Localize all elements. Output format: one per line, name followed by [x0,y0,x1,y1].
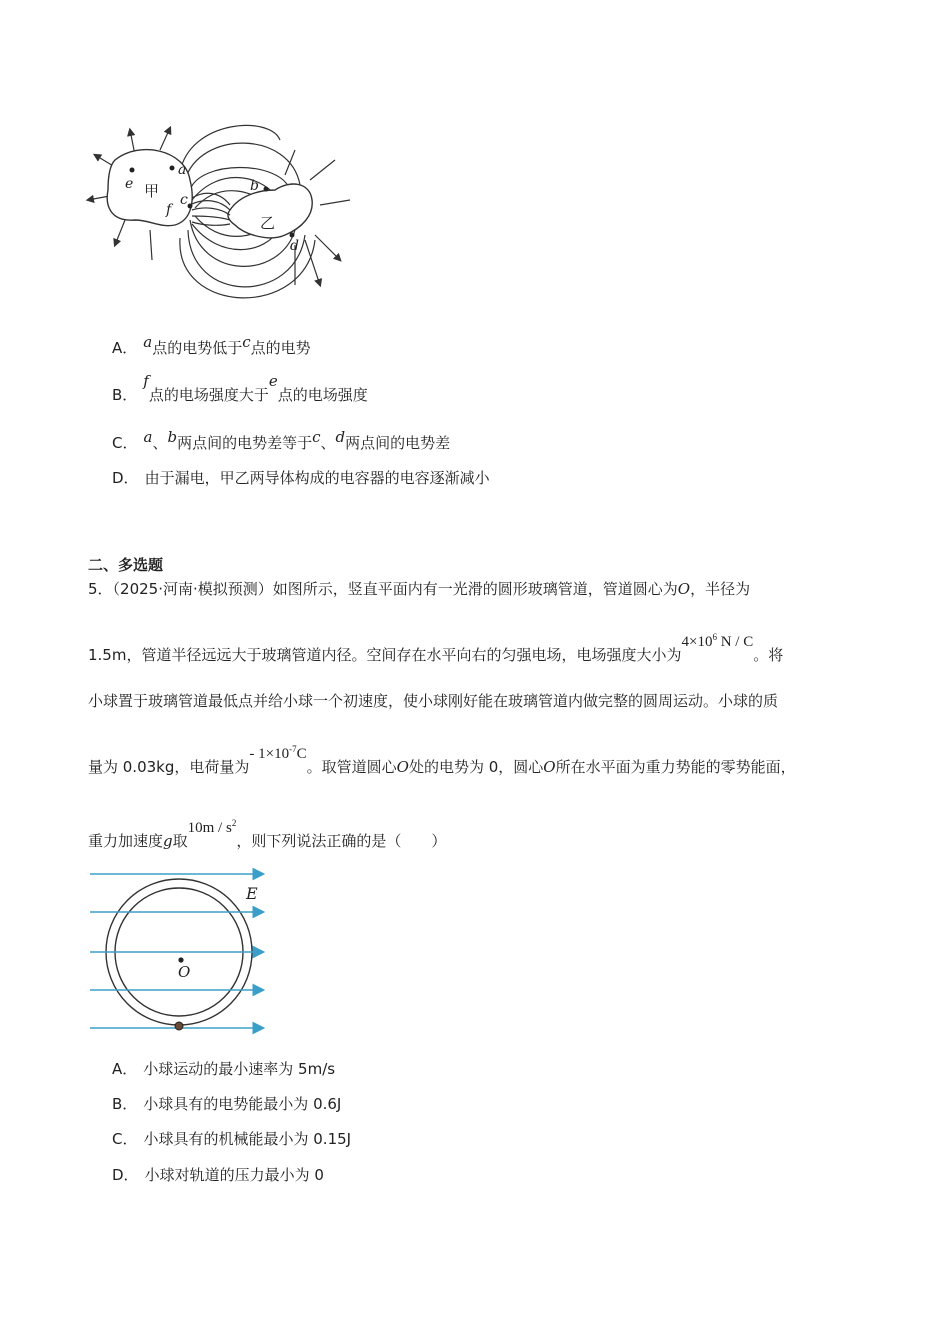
gravity-formula: $10m / s^2$ [187,818,237,836]
label-b: b [250,178,259,194]
label-jia: 甲 [144,182,160,200]
q4-option-c[interactable]: C． a、b两点间的电势差等于c、d两点间的电势差 [112,428,451,452]
q5-option-a[interactable]: A． 小球运动的最小速率为 5m/s [112,1060,336,1078]
charge-formula: - $1\times 10^{-7}C$ [249,744,307,762]
field-strength-formula: $4\times 10^6$ N / C [681,632,754,650]
q4-option-d[interactable]: D． 由于漏电，甲乙两导体构成的电容器的电容逐渐减小 [112,469,490,487]
point-b-dot [264,187,269,192]
ball [175,1022,183,1030]
q5-line-5: 重力加速度g取$10m / s^2$，则下列说法正确的是（ ） [88,818,447,850]
q5-line-3: 小球置于玻璃管道最低点并给小球一个初速度，使小球刚好能在玻璃管道内做完整的圆周运动。小球的质 [88,692,779,710]
q4-option-b[interactable]: B．f点的电场强度大于e点的电场强度 [112,372,368,404]
field-lines-figure [80,120,360,310]
point-c-dot [188,204,193,209]
section-title: 二、多选题 [88,556,164,574]
q5-option-c[interactable]: C． 小球具有的机械能最小为 0.15J [112,1130,352,1148]
circular-tube-figure [86,866,276,1038]
q4-option-a[interactable]: A． a点的电势低于c点的电势 [112,333,311,357]
point-d-dot [290,233,295,238]
label-d: d [290,238,299,254]
point-a-dot [170,166,175,171]
label-O: O [178,963,191,981]
q5-option-b[interactable]: B． 小球具有的电势能最小为 0.6J [112,1095,342,1113]
point-e-dot [130,168,135,173]
q5-line-4: 量为 0.03kg，电荷量为- $1\times 10^{-7}C$。取管道圆心O处的电势为 0，圆心O所在水平面为重力势能的零势能面， [88,744,796,776]
label-e: e [125,176,134,192]
label-E: E [246,884,258,903]
label-a: a [178,162,187,178]
q5-option-d[interactable]: D． 小球对轨道的压力最小为 0 [112,1166,324,1184]
q5-line-2: 1.5m，管道半径远远大于玻璃管道内径。空间存在水平向右的匀强电场，电场强度大小为$4\times 10^6$ N / C。将 [88,632,784,664]
label-f: f [166,202,172,218]
center-o-dot [178,957,183,962]
q5-line-1: 5．（2025·河南·模拟预测）如图所示，竖直平面内有一光滑的圆形玻璃管道，管道圆心为O，半径为 [88,580,751,598]
label-c: c [180,192,188,208]
label-yi: 乙 [260,214,276,232]
